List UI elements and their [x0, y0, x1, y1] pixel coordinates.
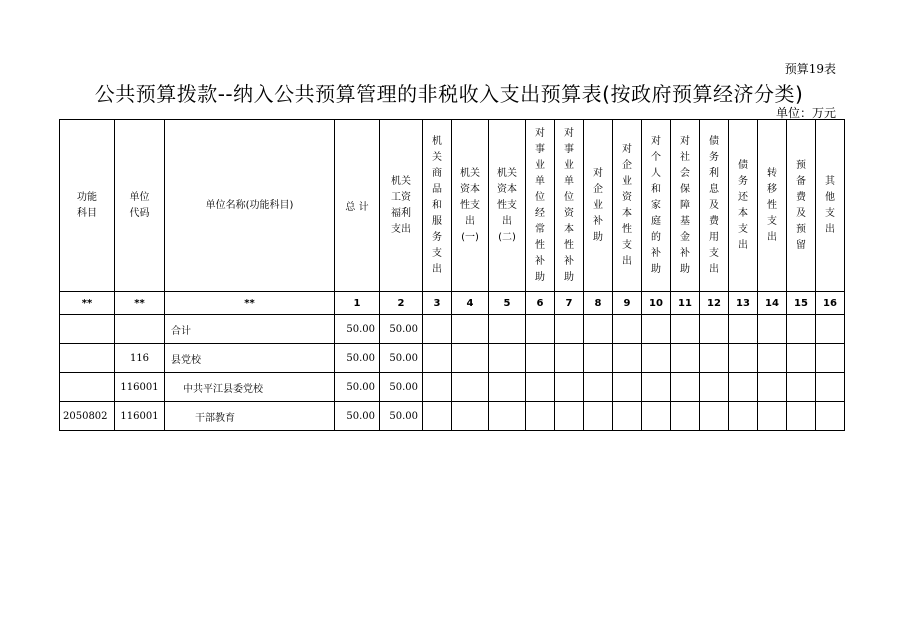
unit-name-cell: 县党校 [165, 344, 335, 373]
page-title: 公共预算拨款--纳入公共预算管理的非税收入支出预算表(按政府预算经济分类) [94, 82, 804, 106]
empty-cell [555, 373, 584, 402]
col2-cell: 50.00 [380, 344, 423, 373]
empty-cell [423, 402, 452, 431]
empty-cell [816, 344, 845, 373]
empty-cell [613, 373, 642, 402]
empty-cell [526, 315, 555, 344]
table-row [60, 344, 845, 373]
col2-cell: 50.00 [380, 315, 423, 344]
header-col7: 对事业单位资本性补助 [555, 120, 584, 292]
header-total: 总 计 [335, 120, 380, 292]
unit-code-cell: 116001 [115, 402, 165, 431]
empty-cell [700, 373, 729, 402]
empty-cell [642, 402, 671, 431]
empty-cell [642, 344, 671, 373]
table-row [60, 373, 845, 402]
header-func-code: 功能科目 [60, 120, 115, 292]
unit-code-cell: 116001 [115, 373, 165, 402]
empty-cell [452, 402, 489, 431]
data-rows [60, 315, 845, 431]
total-cell: 50.00 [335, 402, 380, 431]
empty-cell [423, 315, 452, 344]
empty-cell [555, 344, 584, 373]
empty-cell [671, 344, 700, 373]
index-cell: 3 [423, 292, 452, 315]
col2-cell: 50.00 [380, 402, 423, 431]
header-col5: 机关资本性支出(二) [489, 120, 526, 292]
empty-cell [526, 402, 555, 431]
empty-cell [584, 402, 613, 431]
empty-cell [700, 344, 729, 373]
index-cell: 2 [380, 292, 423, 315]
empty-cell [555, 315, 584, 344]
empty-cell [758, 373, 787, 402]
index-cell: 12 [700, 292, 729, 315]
index-cell: 7 [555, 292, 584, 315]
empty-cell [526, 344, 555, 373]
header-col3: 机关商品和服务支出 [423, 120, 452, 292]
empty-cell [584, 315, 613, 344]
index-cell: 4 [452, 292, 489, 315]
index-cell: 5 [489, 292, 526, 315]
index-cell: 14 [758, 292, 787, 315]
empty-cell [642, 315, 671, 344]
header-unit-name: 单位名称(功能科目) [165, 120, 335, 292]
header-col15: 预备费及预留 [787, 120, 816, 292]
index-cell: ** [60, 292, 115, 315]
index-cell: 9 [613, 292, 642, 315]
empty-cell [423, 344, 452, 373]
index-cell: 16 [816, 292, 845, 315]
index-cell: ** [115, 292, 165, 315]
total-cell: 50.00 [335, 373, 380, 402]
unit-name-cell: 中共平江县委党校 [165, 373, 335, 402]
empty-cell [613, 315, 642, 344]
empty-cell [787, 315, 816, 344]
budget-table [59, 119, 845, 431]
index-cell: 13 [729, 292, 758, 315]
unit-name-cell: 合计 [165, 315, 335, 344]
empty-cell [758, 402, 787, 431]
header-col16: 其他支出 [816, 120, 845, 292]
empty-cell [816, 402, 845, 431]
header-unit-code: 单位代码 [115, 120, 165, 292]
empty-cell [787, 373, 816, 402]
empty-cell [584, 373, 613, 402]
header-col14: 转移性支出 [758, 120, 787, 292]
table-row [60, 402, 845, 431]
total-cell: 50.00 [335, 315, 380, 344]
empty-cell [787, 344, 816, 373]
empty-cell [526, 373, 555, 402]
empty-cell [642, 373, 671, 402]
unit-code-cell: 116 [115, 344, 165, 373]
empty-cell [489, 315, 526, 344]
index-cell: 10 [642, 292, 671, 315]
empty-cell [423, 373, 452, 402]
index-cell: 1 [335, 292, 380, 315]
empty-cell [671, 373, 700, 402]
empty-cell [787, 402, 816, 431]
total-cell: 50.00 [335, 344, 380, 373]
header-col9: 对企业资本性支出 [613, 120, 642, 292]
func-code-cell [60, 373, 115, 402]
unit-code-cell [115, 315, 165, 344]
empty-cell [671, 402, 700, 431]
empty-cell [729, 315, 758, 344]
empty-cell [758, 315, 787, 344]
empty-cell [584, 344, 613, 373]
col2-cell: 50.00 [380, 373, 423, 402]
header-col6: 对事业单位经常性补助 [526, 120, 555, 292]
header-col2: 机关工资福利支出 [380, 120, 423, 292]
empty-cell [613, 344, 642, 373]
unit-name-cell: 干部教育 [165, 402, 335, 431]
index-cell: 11 [671, 292, 700, 315]
unit-label: 单位：万元 [775, 106, 836, 120]
empty-cell [729, 344, 758, 373]
empty-cell [700, 402, 729, 431]
header-col12: 债务利息及费用支出 [700, 120, 729, 292]
empty-cell [671, 315, 700, 344]
empty-cell [816, 373, 845, 402]
index-row [60, 292, 845, 315]
empty-cell [452, 373, 489, 402]
form-number: 预算19表 [784, 62, 836, 76]
header-col8: 对企业补助 [584, 120, 613, 292]
index-cell: 6 [526, 292, 555, 315]
header-col4: 机关资本性支出(一) [452, 120, 489, 292]
index-cell: ** [165, 292, 335, 315]
header-col10: 对个人和家庭的补助 [642, 120, 671, 292]
empty-cell [613, 402, 642, 431]
index-cell: 8 [584, 292, 613, 315]
index-cell: 15 [787, 292, 816, 315]
header-col11: 对社会保障基金补助 [671, 120, 700, 292]
empty-cell [816, 315, 845, 344]
header-col13: 债务还本支出 [729, 120, 758, 292]
empty-cell [489, 402, 526, 431]
empty-cell [489, 373, 526, 402]
empty-cell [452, 315, 489, 344]
empty-cell [555, 402, 584, 431]
empty-cell [729, 402, 758, 431]
func-code-cell [60, 344, 115, 373]
empty-cell [758, 344, 787, 373]
table-row [60, 315, 845, 344]
header-row [60, 120, 845, 292]
empty-cell [700, 315, 729, 344]
empty-cell [489, 344, 526, 373]
func-code-cell [60, 315, 115, 344]
func-code-cell: 2050802 [60, 402, 115, 431]
empty-cell [729, 373, 758, 402]
empty-cell [452, 344, 489, 373]
